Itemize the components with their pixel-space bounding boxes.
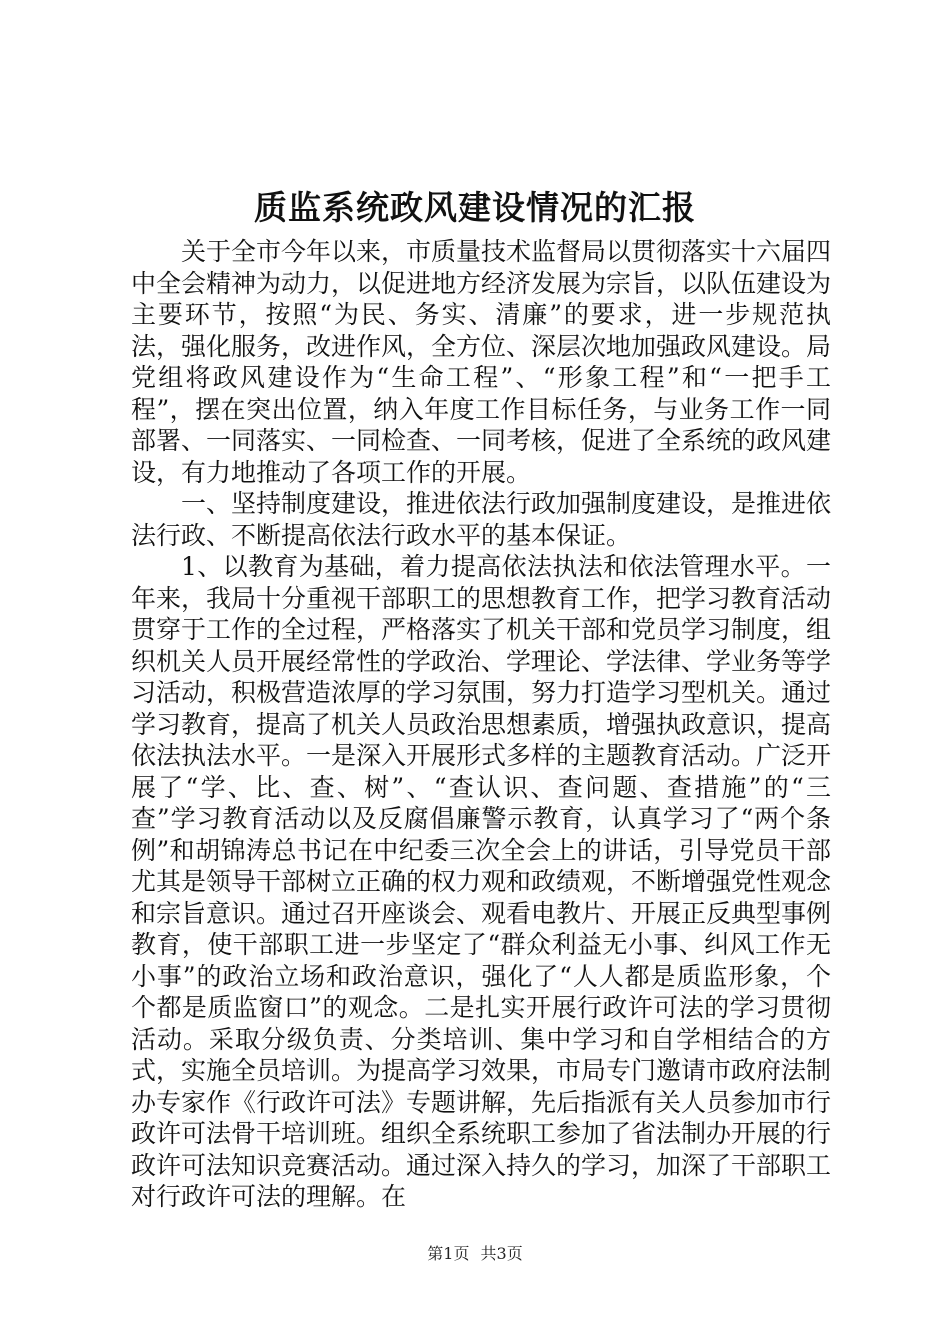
page-footer <box>0 1244 950 1264</box>
document-body <box>131 236 831 1213</box>
paragraph-intro: 关于全市今年以来，市质量技术监督局以贯彻落实十六届四中全会精神为动力，以促进地方经济发展为宗旨，以队伍建设为主要环节，按照“为民、务实、清廉”的要求，进一步规范执法，强化服务，改进作风，全方位、深层次地加强政风建设。局党组将政风建设作为“生命工程”、“形象工程”和“一把手工程”，摆在突出位置，纳入年度工作目标任务，与业务工作一同部署、一同落实、一同检查、一同考核，促进了全系统的政风建设，有力地推动了各项工作的开展。 <box>131 237 832 487</box>
paragraph-section-one: 一、坚持制度建设，推进依法行政加强制度建设，是推进依法行政、不断提高依法行政水平的基本保证。 <box>131 489 832 550</box>
paragraph-item-one: 1、以教育为基础，着力提高依法执法和依法管理水平。一年来，我局十分重视干部职工的思想教育工作，把学习教育活动贯穿于工作的全过程，严格落实了机关干部和党员学习制度，组织机关人员开展经常性的学政治、学理论、学法律、学业务等学习活动，积极营造浓厚的学习氛围，努力打造学习型机关。通过学习教育，提高了机关人员政治思想素质，增强执政意识，提高依法执法水平。一是深入开展形式多样的主题教育活动。广泛开展了“学、比、查、树”、“查认识、查问题、查措施”的“三查”学习教育活动以及反腐倡廉警示教育，认真学习了“两个条例”和胡锦涛总书记在中纪委三次全会上的讲话，引导党员干部尤其是领导干部树立正确的权力观和政绩观，不断增强党性观念和宗旨意识。通过召开座谈会、观看电教片、开展正反典型事例教育，使干部职工进一步坚定了“群众利益无小事、纠风工作无小事”的政治立场和政治意识，强化了“人人都是质监形象，个个都是质监窗口”的观念。二是扎实开展行政许可法的学习贯彻活动。采取分级负责、分类培训、集中学习和自学相结合的方式，实施全员培训。为提高学习效果，市局专门邀请市政府法制办专家作《行政许可法》专题讲解，先后指派有关人员参加市行政许可法骨干培训班。组织全系统职工参加了省法制办开展的行政许可法知识竞赛活动。通过深入持久的学习，加深了干部职工对行政许可法的理解。在 <box>131 552 832 1211</box>
page-number: 第1页 <box>427 1244 470 1263</box>
document-title: 质监系统政风建设情况的汇报 <box>254 188 696 227</box>
page-total: 共3页 <box>480 1244 523 1263</box>
